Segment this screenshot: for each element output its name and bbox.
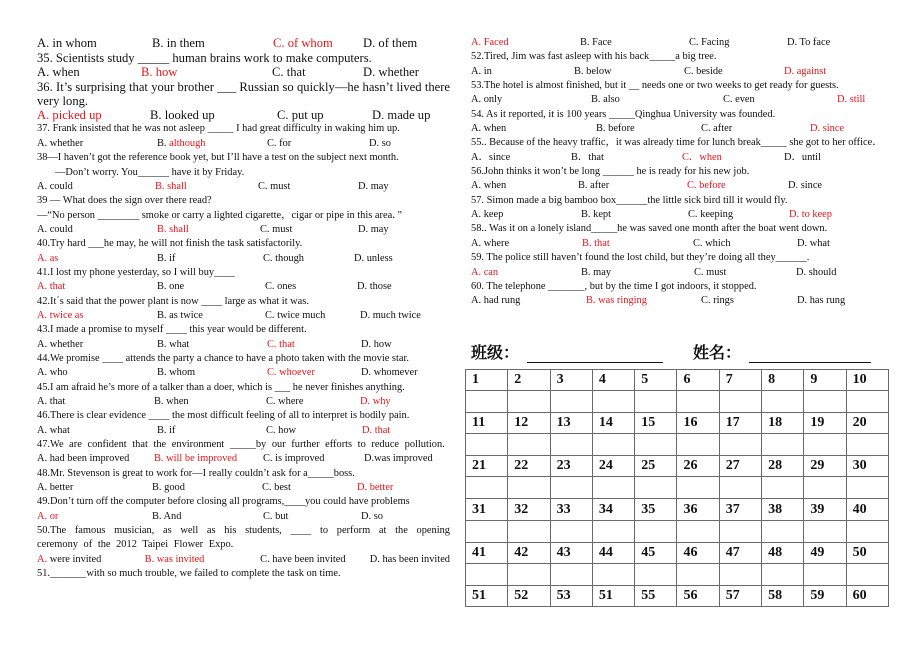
option-a[interactable]: A．since bbox=[471, 151, 511, 163]
answer-cell[interactable] bbox=[677, 563, 719, 585]
option-b[interactable]: B. Face bbox=[580, 37, 612, 48]
option-d[interactable]: D. may bbox=[358, 223, 389, 235]
option-d[interactable]: D. those bbox=[357, 281, 392, 293]
question-50: 50.The famous musician, as well as his students, ____ to perform at the opening ceremony of the 2012 Taipei Flower Expo. bbox=[37, 525, 450, 551]
option-c-correct[interactable]: C. of whom bbox=[273, 36, 333, 50]
option-d[interactable]: D. so bbox=[361, 510, 383, 522]
answer-cell[interactable] bbox=[804, 563, 846, 585]
option-b[interactable]: B. after bbox=[578, 180, 610, 192]
answer-cell[interactable] bbox=[466, 391, 508, 413]
option-d-correct[interactable]: D. against bbox=[784, 65, 827, 77]
option-a-correct[interactable]: A. or bbox=[37, 510, 59, 522]
question-58: 58.. Was it on a lonely island_____he was saved one month after the boat went down. bbox=[471, 223, 828, 235]
option-d[interactable]: D．until bbox=[784, 151, 821, 163]
q59-options bbox=[471, 266, 891, 280]
question-number: 8 bbox=[762, 370, 804, 391]
question-number: 29 bbox=[804, 456, 846, 477]
question-38-line2: —Don’t worry. You______ have it by Friday. bbox=[55, 166, 245, 178]
option-b[interactable]: B. whom bbox=[157, 367, 196, 379]
option-a[interactable]: A. when bbox=[471, 123, 507, 135]
answer-cell[interactable] bbox=[466, 477, 508, 499]
answer-cell[interactable] bbox=[550, 391, 592, 413]
q42-options bbox=[37, 309, 450, 323]
grid-number-row bbox=[466, 413, 889, 434]
q58-options bbox=[471, 237, 891, 251]
grid-answer-row bbox=[466, 563, 889, 585]
option-a[interactable]: A. that bbox=[37, 396, 66, 408]
grid-answer-row bbox=[466, 477, 889, 499]
option-d-correct[interactable]: D. since bbox=[810, 123, 845, 135]
question-number: 19 bbox=[804, 413, 846, 434]
option-c[interactable]: C. for bbox=[267, 137, 292, 149]
q37-options bbox=[37, 137, 450, 151]
question-number: 25 bbox=[635, 456, 677, 477]
question-number: 18 bbox=[762, 413, 804, 434]
option-c[interactable]: C. though bbox=[263, 252, 304, 264]
answer-cell[interactable] bbox=[508, 477, 550, 499]
option-a[interactable]: A. could bbox=[37, 180, 73, 192]
question-49: 49.Don’t turn off the computer before closing all programs,____you could have problems bbox=[37, 496, 410, 508]
option-letter: A. bbox=[37, 553, 48, 565]
answer-cell[interactable] bbox=[466, 563, 508, 585]
question-number: 37 bbox=[719, 499, 761, 520]
option-d[interactable]: D. so bbox=[369, 137, 391, 149]
option-d[interactable]: D. whether bbox=[363, 65, 419, 80]
q46-options bbox=[37, 424, 450, 438]
answer-cell[interactable] bbox=[466, 434, 508, 456]
question-number: 2 bbox=[508, 370, 550, 391]
question-46: 46.There is clear evidence ____ the most difficult feeling of all to interpret is bodily pain. bbox=[37, 410, 410, 422]
q56-options bbox=[471, 179, 891, 193]
option-a[interactable]: A. in bbox=[471, 65, 492, 77]
question-38-line1: 38—I haven’t got the reference book yet, but I’ll have a test on the subject next month. bbox=[37, 152, 399, 164]
grid-number-row bbox=[466, 370, 889, 391]
question-number: 31 bbox=[466, 499, 508, 520]
question-number: 49 bbox=[804, 542, 846, 563]
option-d[interactable]: D. how bbox=[361, 338, 392, 350]
answer-cell[interactable] bbox=[719, 563, 761, 585]
option-b[interactable]: B. one bbox=[157, 281, 185, 293]
question-number: 44 bbox=[592, 542, 634, 563]
option-b-correct[interactable]: B. that bbox=[582, 237, 610, 249]
question-number: 17 bbox=[719, 413, 761, 434]
question-number: 35 bbox=[635, 499, 677, 520]
answer-cell[interactable] bbox=[592, 434, 634, 456]
option-b[interactable]: B. before bbox=[596, 123, 635, 135]
answer-cell[interactable] bbox=[635, 477, 677, 499]
option-b[interactable]: B. may bbox=[581, 266, 612, 278]
question-number: 23 bbox=[550, 456, 592, 477]
question-44: 44.We promise ____ attends the party a chance to have a photo taken with the movie star. bbox=[37, 352, 409, 364]
answer-cell[interactable] bbox=[804, 434, 846, 456]
question-number: 12 bbox=[508, 413, 550, 434]
option-c[interactable]: C. that bbox=[272, 65, 306, 80]
left-column bbox=[37, 36, 450, 581]
option-d[interactable]: D.was improved bbox=[364, 453, 433, 465]
option-b-correct[interactable]: B. was ringing bbox=[586, 295, 647, 307]
question-number: 39 bbox=[804, 499, 846, 520]
question-number: 55 bbox=[635, 585, 677, 606]
answer-cell[interactable] bbox=[846, 391, 888, 413]
q40-options bbox=[37, 252, 450, 266]
student-info bbox=[471, 340, 891, 360]
option-c[interactable]: C. keeping bbox=[688, 209, 734, 221]
question-number: 27 bbox=[719, 456, 761, 477]
question-number: 21 bbox=[466, 456, 508, 477]
answer-cell[interactable] bbox=[846, 563, 888, 585]
answer-cell[interactable] bbox=[550, 434, 592, 456]
answer-cell[interactable] bbox=[846, 434, 888, 456]
option-d[interactable]: D. may bbox=[358, 180, 389, 192]
option-a[interactable]: A. were invited bbox=[37, 553, 102, 565]
grid-answer-row bbox=[466, 520, 889, 542]
q57-options bbox=[471, 208, 891, 222]
question-number: 51 bbox=[592, 585, 634, 606]
option-d[interactable]: D. unless bbox=[354, 252, 393, 264]
question-56: 56.John thinks it won’t be long ______ he is ready for his new job. bbox=[471, 166, 750, 178]
answer-cell[interactable] bbox=[635, 563, 677, 585]
option-c[interactable]: C. after bbox=[701, 123, 733, 135]
answer-cell[interactable] bbox=[719, 477, 761, 499]
answer-cell[interactable] bbox=[592, 477, 634, 499]
answer-cell[interactable] bbox=[762, 520, 804, 542]
q36-options bbox=[37, 108, 450, 122]
option-c[interactable]: C. but bbox=[263, 510, 289, 522]
option-a[interactable]: A. had been improved bbox=[37, 453, 130, 465]
answer-cell[interactable] bbox=[550, 563, 592, 585]
option-a-correct[interactable]: A. as bbox=[37, 252, 59, 264]
q45-options bbox=[37, 395, 450, 409]
answer-cell[interactable] bbox=[846, 477, 888, 499]
question-number: 5 bbox=[635, 370, 677, 391]
question-number: 20 bbox=[846, 413, 888, 434]
option-d[interactable]: D. whomever bbox=[361, 367, 418, 379]
name-field bbox=[693, 340, 871, 363]
option-a[interactable]: A. keep bbox=[471, 209, 504, 221]
answer-cell[interactable] bbox=[846, 520, 888, 542]
question-number: 46 bbox=[677, 542, 719, 563]
question-number: 42 bbox=[508, 542, 550, 563]
q48-options bbox=[37, 481, 450, 495]
option-a[interactable]: A. whether bbox=[37, 137, 84, 149]
option-a-correct[interactable]: A. twice as bbox=[37, 309, 84, 321]
answer-cell[interactable] bbox=[550, 520, 592, 542]
option-c-correct[interactable]: C. whoever bbox=[267, 367, 315, 379]
option-b[interactable]: B. looked up bbox=[150, 108, 215, 123]
option-d[interactable]: D. should bbox=[796, 266, 837, 278]
question-57: 57. Simon made a big bamboo box______the little sick bird till it would fly. bbox=[471, 194, 788, 206]
answer-text: although bbox=[169, 137, 206, 149]
option-b-correct[interactable]: B. will be improved bbox=[154, 453, 238, 465]
question-39-line1: 39 — What does the sign over there read? bbox=[37, 195, 212, 207]
question-number: 48 bbox=[762, 542, 804, 563]
q43-options bbox=[37, 338, 450, 352]
q50-options bbox=[37, 553, 450, 567]
option-b[interactable]: B. when bbox=[154, 396, 189, 408]
name-input[interactable] bbox=[749, 347, 871, 363]
question-number: 28 bbox=[762, 456, 804, 477]
option-a[interactable]: A. when bbox=[37, 65, 80, 80]
answer-cell[interactable] bbox=[592, 520, 634, 542]
option-c-correct[interactable]: C. that bbox=[267, 338, 295, 350]
answer-cell[interactable] bbox=[508, 520, 550, 542]
answer-cell[interactable] bbox=[466, 520, 508, 542]
question-number: 51 bbox=[466, 585, 508, 606]
q38-options bbox=[37, 180, 450, 194]
question-number: 47 bbox=[719, 542, 761, 563]
class-field bbox=[471, 340, 663, 363]
option-c[interactable]: C. even bbox=[723, 94, 755, 106]
answer-cell[interactable] bbox=[762, 477, 804, 499]
option-a-correct[interactable]: A. picked up bbox=[37, 108, 102, 123]
answer-cell[interactable] bbox=[508, 434, 550, 456]
question-51: 51._______with so much trouble, we failed to complete the task on time. bbox=[37, 568, 341, 580]
answer-cell[interactable] bbox=[719, 520, 761, 542]
question-60: 60. The telephone _______, but by the time I got indoors, it stopped. bbox=[471, 280, 757, 292]
option-d-correct[interactable]: D. that bbox=[362, 424, 391, 436]
answer-cell[interactable] bbox=[762, 563, 804, 585]
question-number: 57 bbox=[719, 585, 761, 606]
grid-number-row bbox=[466, 542, 889, 563]
question-number: 4 bbox=[592, 370, 634, 391]
question-40: 40.Try hard ___he may, he will not finish the task satisfactorily. bbox=[37, 238, 303, 250]
question-number: 60 bbox=[846, 585, 888, 606]
q55-options bbox=[471, 151, 891, 165]
question-number: 38 bbox=[762, 499, 804, 520]
option-c[interactable]: C. best bbox=[262, 482, 291, 494]
option-c[interactable]: C. ones bbox=[265, 281, 297, 293]
answer-cell[interactable] bbox=[677, 477, 719, 499]
question-number: 45 bbox=[635, 542, 677, 563]
option-b-correct[interactable]: B. although bbox=[157, 137, 206, 149]
question-number: 43 bbox=[550, 542, 592, 563]
question-39-line2: —“No person ________ smoke or carry a lighted cigarette，cigar or pipe in this area．” bbox=[37, 209, 402, 221]
option-c[interactable]: C. have been invited bbox=[260, 553, 346, 565]
option-a[interactable]: A. in whom bbox=[37, 36, 97, 50]
option-c[interactable]: C. rings bbox=[701, 295, 734, 307]
option-a[interactable]: A. where bbox=[471, 237, 510, 249]
grid-number-row bbox=[466, 456, 889, 477]
option-c[interactable]: C. twice much bbox=[265, 309, 326, 321]
option-c[interactable]: C. where bbox=[266, 396, 304, 408]
q41-options bbox=[37, 280, 450, 294]
question-number: 14 bbox=[592, 413, 634, 434]
option-a[interactable]: A. who bbox=[37, 367, 68, 379]
option-c[interactable]: C. put up bbox=[277, 108, 324, 123]
answer-cell[interactable] bbox=[677, 434, 719, 456]
option-b[interactable]: B. in them bbox=[152, 36, 205, 50]
option-d-correct[interactable]: D. better bbox=[357, 482, 394, 494]
answer-cell[interactable] bbox=[635, 520, 677, 542]
option-b[interactable]: B. And bbox=[152, 510, 182, 522]
option-b[interactable]: B. what bbox=[157, 338, 190, 350]
answer-cell[interactable] bbox=[762, 391, 804, 413]
option-d-correct[interactable]: D. why bbox=[360, 396, 391, 408]
option-a-correct[interactable]: A. can bbox=[471, 266, 499, 278]
answer-cell[interactable] bbox=[550, 477, 592, 499]
question-42: 42.It΄s said that the power plant is now ____ large as what it was. bbox=[37, 295, 309, 307]
question-number: 15 bbox=[635, 413, 677, 434]
question-number: 41 bbox=[466, 542, 508, 563]
class-input[interactable] bbox=[527, 347, 663, 363]
option-c-correct[interactable]: C．when bbox=[682, 151, 722, 163]
answer-cell[interactable] bbox=[677, 391, 719, 413]
option-c[interactable]: C. is improved bbox=[263, 453, 325, 465]
question-37: 37. Frank insisted that he was not asleep _____ I had great difficulty in waking him up. bbox=[37, 123, 400, 135]
question-number: 33 bbox=[550, 499, 592, 520]
q51-options bbox=[471, 36, 891, 50]
option-c[interactable]: C. how bbox=[266, 424, 297, 436]
question-number: 9 bbox=[804, 370, 846, 391]
question-number: 32 bbox=[508, 499, 550, 520]
option-a[interactable]: A. had rung bbox=[471, 295, 521, 307]
question-36: 36. It’s surprising that your brother ___ Russian so quickly—he hasn’t lived there very long. bbox=[37, 79, 450, 108]
class-label: 班级： bbox=[471, 343, 520, 362]
question-number: 40 bbox=[846, 499, 888, 520]
answer-cell[interactable] bbox=[508, 563, 550, 585]
option-b[interactable]: B. if bbox=[157, 424, 176, 436]
question-47: 47.We are confident that the environment _____by our further efforts to reduce pollution. bbox=[37, 439, 445, 451]
question-35: 35. Scientists study _____ human brains work to make computers. bbox=[37, 51, 372, 65]
option-b[interactable]: B．that bbox=[571, 151, 604, 163]
answer-cell[interactable] bbox=[635, 391, 677, 413]
option-d[interactable]: D. has been invited bbox=[369, 553, 450, 565]
answer-cell[interactable] bbox=[677, 520, 719, 542]
answer-grid bbox=[465, 369, 889, 607]
question-number: 11 bbox=[466, 413, 508, 434]
answer-cell[interactable] bbox=[592, 391, 634, 413]
question-53: 53.The hotel is almost finished, but it __ needs one or two weeks to get ready for guests. bbox=[471, 80, 839, 92]
question-number: 30 bbox=[846, 456, 888, 477]
question-55: 55.. Because of the heavy traffic，it was already time for lunch break_____ she got to her office． bbox=[471, 137, 883, 149]
option-a[interactable]: A. only bbox=[471, 94, 503, 106]
question-number: 3 bbox=[550, 370, 592, 391]
answer-cell[interactable] bbox=[719, 391, 761, 413]
answer-cell[interactable] bbox=[719, 434, 761, 456]
question-number: 22 bbox=[508, 456, 550, 477]
question-45: 45.I am afraid he’s more of a talker than a doer, which is ___ he never finishes anything. bbox=[37, 381, 405, 393]
answer-cell[interactable] bbox=[592, 563, 634, 585]
option-a[interactable]: A. better bbox=[37, 482, 74, 494]
option-c[interactable]: C. must bbox=[260, 223, 293, 235]
option-d[interactable]: D. since bbox=[788, 180, 823, 192]
option-a-correct[interactable]: A. that bbox=[37, 281, 66, 293]
q49-options bbox=[37, 510, 450, 524]
option-d[interactable]: D. has rung bbox=[797, 295, 846, 307]
question-number: 34 bbox=[592, 499, 634, 520]
answer-cell[interactable] bbox=[508, 391, 550, 413]
option-d[interactable]: D. much twice bbox=[360, 309, 421, 321]
option-c[interactable]: C. must bbox=[258, 180, 291, 192]
option-c[interactable]: C. must bbox=[694, 266, 727, 278]
option-b[interactable]: B. below bbox=[574, 65, 612, 77]
q60-options bbox=[471, 294, 891, 308]
q34-options bbox=[37, 36, 450, 51]
grid-number-row bbox=[466, 499, 889, 520]
option-b-correct[interactable]: B. shall bbox=[155, 180, 187, 192]
answer-cell[interactable] bbox=[804, 391, 846, 413]
answer-cell[interactable] bbox=[762, 434, 804, 456]
question-number: 24 bbox=[592, 456, 634, 477]
option-b-correct[interactable]: B. was invited bbox=[144, 553, 205, 565]
question-41: 41.I lost my phone yesterday, so I will buy____ bbox=[37, 266, 235, 278]
option-a[interactable]: A. what bbox=[37, 424, 70, 436]
question-number: 26 bbox=[677, 456, 719, 477]
option-b[interactable]: B. good bbox=[152, 482, 185, 494]
question-number: 1 bbox=[466, 370, 508, 391]
question-number: 50 bbox=[846, 542, 888, 563]
question-number: 13 bbox=[550, 413, 592, 434]
option-b-correct[interactable]: B. how bbox=[141, 65, 178, 80]
answer-cell[interactable] bbox=[635, 434, 677, 456]
question-43: 43.I made a promise to myself ____ this year would be different. bbox=[37, 324, 307, 336]
q53-options bbox=[471, 93, 891, 107]
question-number: 10 bbox=[846, 370, 888, 391]
q54-options bbox=[471, 122, 891, 136]
option-a[interactable]: A. could bbox=[37, 223, 73, 235]
question-number: 52 bbox=[508, 585, 550, 606]
question-59: 59. The police still haven’t found the lost child, but they’re doing all they______. bbox=[471, 252, 810, 264]
option-c-correct[interactable]: C. before bbox=[687, 180, 726, 192]
option-d[interactable]: D. what bbox=[797, 237, 830, 249]
option-d[interactable]: D. of them bbox=[363, 36, 418, 50]
question-52: 52.Tired, Jim was fast asleep with his back_____a big tree. bbox=[471, 51, 717, 63]
option-d-correct[interactable]: D. still bbox=[837, 94, 866, 106]
option-c[interactable]: C. beside bbox=[684, 65, 723, 77]
option-b[interactable]: B. if bbox=[157, 252, 176, 264]
question-48: 48.Mr. Stevenson is great to work for—I really couldn’t ask for a_____boss. bbox=[37, 467, 355, 479]
q44-options bbox=[37, 366, 450, 380]
option-a[interactable]: A. whether bbox=[37, 338, 84, 350]
option-d-correct[interactable]: D. to keep bbox=[789, 209, 832, 221]
q35-options bbox=[37, 65, 450, 79]
question-number: 56 bbox=[677, 585, 719, 606]
question-number: 53 bbox=[550, 585, 592, 606]
right-column bbox=[471, 36, 891, 309]
q47-options bbox=[37, 452, 450, 466]
answer-cell[interactable] bbox=[804, 520, 846, 542]
question-number: 58 bbox=[762, 585, 804, 606]
question-number: 36 bbox=[677, 499, 719, 520]
question-54: 54. As it reported, it is 100 years _____Qinghua University was founded. bbox=[471, 108, 776, 120]
question-number: 59 bbox=[804, 585, 846, 606]
option-d[interactable]: D. made up bbox=[372, 108, 431, 123]
option-a-correct[interactable]: A. Faced bbox=[471, 37, 509, 48]
option-c[interactable]: C. Facing bbox=[689, 37, 730, 48]
answer-cell[interactable] bbox=[804, 477, 846, 499]
option-b[interactable]: B. also bbox=[591, 94, 620, 106]
grid-answer-row bbox=[466, 391, 889, 413]
option-b[interactable]: B. as twice bbox=[157, 309, 203, 321]
question-number: 16 bbox=[677, 413, 719, 434]
name-label: 姓名： bbox=[693, 343, 742, 362]
q52-options bbox=[471, 65, 891, 79]
grid-number-row bbox=[466, 585, 889, 606]
option-d[interactable]: D. To face bbox=[787, 37, 831, 48]
option-b[interactable]: B. kept bbox=[581, 209, 612, 221]
option-c[interactable]: C. which bbox=[693, 237, 731, 249]
question-number: 7 bbox=[719, 370, 761, 391]
q39-options bbox=[37, 223, 450, 237]
option-a[interactable]: A. when bbox=[471, 180, 507, 192]
grid-answer-row bbox=[466, 434, 889, 456]
question-number: 6 bbox=[677, 370, 719, 391]
option-b-correct[interactable]: B. shall bbox=[157, 223, 189, 235]
